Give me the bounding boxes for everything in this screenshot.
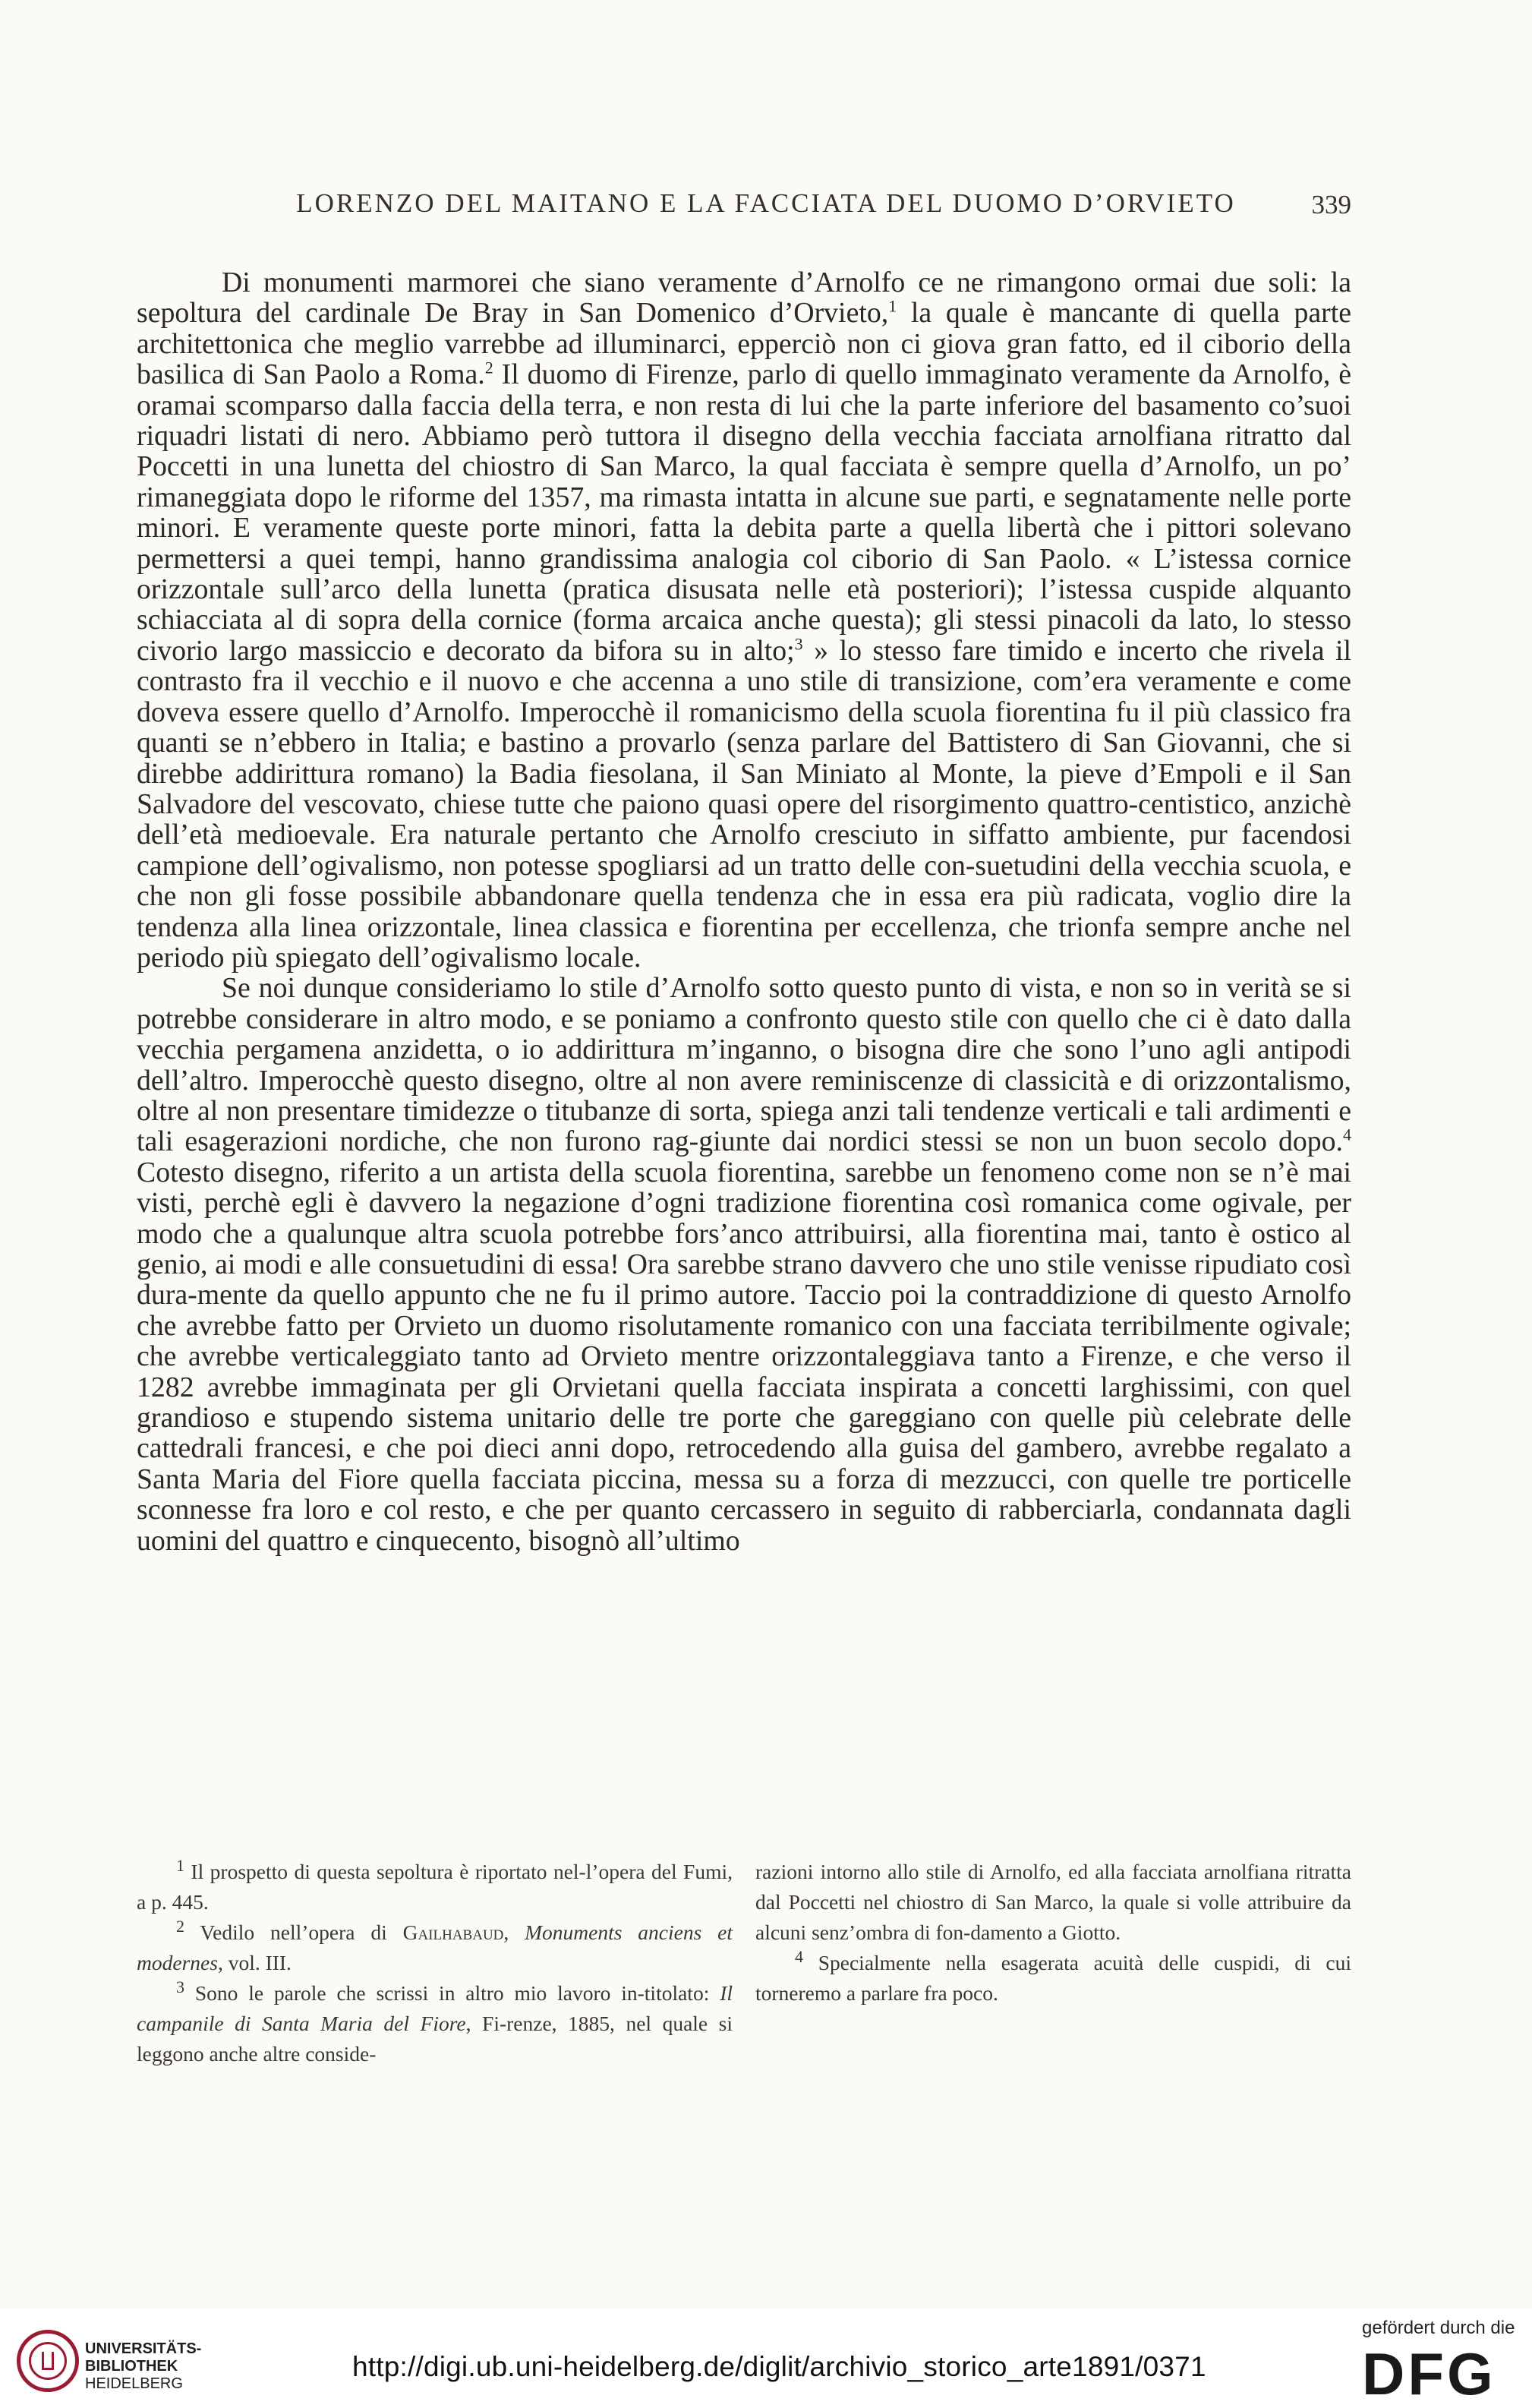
university-seal-icon <box>17 2330 79 2392</box>
footnote-ref-1: 1 <box>888 296 897 316</box>
footnote-4: $^4$ Specialmente nella esagerata acuità delle cuspidi, di cui torneremo a parlare fra poco. <box>755 1946 1351 2005</box>
footnote-1: $^1$ Il prospetto di questa sepoltura è riportato nel-l’opera del Fumi, a p. 445. <box>137 1855 733 1914</box>
library-name: UNIVERSITÄTS- BIBLIOTHEK HEIDELBERG <box>85 2340 202 2392</box>
footnotes <box>137 1857 1351 2069</box>
running-title: LORENZO DEL MAITANO E LA FACCIATA DEL DUOMO D’ORVIETO <box>296 188 1236 218</box>
footnote-3-continued: razioni intorno allo stile di Arnolfo, ed alla facciata arnolfiana ritratta dal Poccetti nel chiostro di San Marco, la quale si volle attribuire da alcuni senz’ombra di fon-damento a Giotto. <box>755 1860 1351 1944</box>
digitization-footer <box>0 2309 1532 2408</box>
footnotes-right-column <box>755 1857 1351 2069</box>
footnote-ref-2: 2 <box>484 358 493 377</box>
footnote-3: $^3$ Sono le parole che scrissi in altro mio lavoro in-titolato: Il campanile di Santa Maria del Fiore, Fi-renze, 1885, nel quale si leggono anche altre conside- <box>137 1977 733 2066</box>
paragraph-1: Di monumenti marmorei che siano veramente d’Arnolfo ce ne rimangono ormai due soli: la sepoltura del cardinale De Bray in San Domenico d’Orvieto,$^1$ la quale è mancante di quella parte architettonica che meglio varrebbe ad illuminarci, epperciò non ci giova gran fatto, ed il ciborio della basilica di San Paolo a Roma.$^2$ Il duomo di Firenze, parlo di quello immaginato veramente da Arnolfo, è oramai scomparso dalla faccia della terra, e non resta di lui che la parte inferiore del basamento co’suoi riquadri listati di nero. Abbiamo però tuttora il disegno della vecchia facciata arnolfiana ritratto dal Poccetti in una lunetta del chiostro di San Marco, la qual facciata è sempre quella d’Arnolfo, un po’ rimaneggiata dopo le riforme del 1357, ma rimasta intatta in alcune sue parti, e segnatamente nelle porte minori. E veramente queste porte minori, fatta la debita parte a quella libertà che i pittori solevano permettersi a quei tempi, hanno grandissima analogia col ciborio di San Paolo. « L’istessa cornice orizzontale sull’arco della lunetta (pratica disusata nelle età posteriori); l’istessa cuspide alquanto schiacciata al di sopra della cornice (forma arcaica anche questa); gli stessi pinacoli da lato, lo stesso civorio largo massiccio e decorato da bifora su in alto;$^3$ » lo stesso fare timido e incerto che rivela il contrasto fra il vecchio e il nuovo e che accenna a uno stile di transizione, com’era veramente e come doveva essere quello d’Arnolfo. Imperocchè il romanicismo della scuola fiorentina fu il più classico fra quanti se n’ebbero in Italia; e bastino a provarlo (senza parlare del Battistero di San Giovanni, che si direbbe addirittura romano) la Badia fiesolana, il San Miniato al Monte, la pieve d’Empoli e il San Salvadore del vescovato, chiese tutte che paiono quasi opere del risorgimento quattro-centistico, anzichè dell’età medioevale. Era naturale pertanto che Arnolfo cresciuto in siffatto ambiente, pur facendosi campione dell’ogivalismo, non potesse spogliarsi ad un tratto delle con-suetudini della vecchia scuola, e che non gli fosse possibile abbandonare quella tendenza che in essa era più radicata, voglio dire la tendenza alla linea orizzontale, linea classica e fiorentina per eccellenza, che trionfa sempre anche nel periodo più spiegato dell’ogivalismo locale. <box>137 267 1352 974</box>
permalink-url[interactable]: http://digi.ub.uni-heidelberg.de/diglit/archivio_storico_arte1891/0371 <box>352 2351 1206 2382</box>
footnote-ref-4: 4 <box>1343 1125 1351 1144</box>
sponsor-text: gefördert durch die <box>1362 2318 1515 2338</box>
page-number: 339 <box>1311 190 1351 219</box>
footnote-ref-3: 3 <box>794 634 803 654</box>
paragraph-2: Se noi dunque consideriamo lo stile d’Arnolfo sotto questo punto di vista, e non so in verità se si potrebbe considerare in altro modo, e se poniamo a confronto questo stile con quello che ci è dato dalla vecchia pergamena anzidetta, o io addirittura m’inganno, o bisogna dire che sono l’uno agli antipodi dell’altro. Imperocchè questo disegno, oltre al non avere reminiscenze di classicità e di orizzontalismo, oltre al non presentare timidezze o titubanze di sorta, spiega anzi tali tendenze verticali e tali ardimenti e tali esagerazioni nordiche, che non furono rag-giunte dai nordici stessi se non un buon secolo dopo.$^4$ Cotesto disegno, riferito a un artista della scuola fiorentina, sarebbe un fenomeno come non se n’è mai visti, perchè egli è davvero la negazione d’ogni tradizione fiorentina così romanica come ogivale, per modo che a qualunque altra scuola potrebbe fors’anco attribuirsi, alla fiorentina mai, tanto è ostico al genio, ai modi e alle consuetudini di essa! Ora sarebbe strano davvero che uno stile venisse ripudiato così dura-mente da quello appunto che ne fu il primo autore. Taccio poi la contraddizione di questo Arnolfo che avrebbe fatto per Orvieto un duomo risolutamente romanico con una facciata terribilmente ogivale; che avrebbe verticaleggiato tanto ad Orvieto mentre orizzontaleggiava tanto a Firenze, e che verso il 1282 avrebbe immaginata per gli Orvietani quella facciata inspirata a concetti larghissimi, con quel grandioso e stupendo sistema unitario delle tre porte che gareggiano con quelle più celebrate delle cattedrali francesi, e che poi dieci anni dopo, retrocedendo alla guisa del gambero, avrebbe regalato a Santa Maria del Fiore quella facciata piccina, messa su a forza di mezzucci, con quelle tre porticelle sconnesse fra loro e col resto, e che per quanto cercassero in seguito di rabberciarla, condannata dagli uomini del quattro e cinquecento, bisognò all’ultimo <box>137 972 1351 1557</box>
footnote-2: $^2$ Vedilo nell’opera di Gailhabaud, Monuments anciens et modernes, vol. III. <box>137 1916 733 1974</box>
dfg-logo: DFG <box>1362 2340 1496 2407</box>
footnotes-left-column <box>137 1857 733 2069</box>
main-text <box>137 267 1351 1556</box>
